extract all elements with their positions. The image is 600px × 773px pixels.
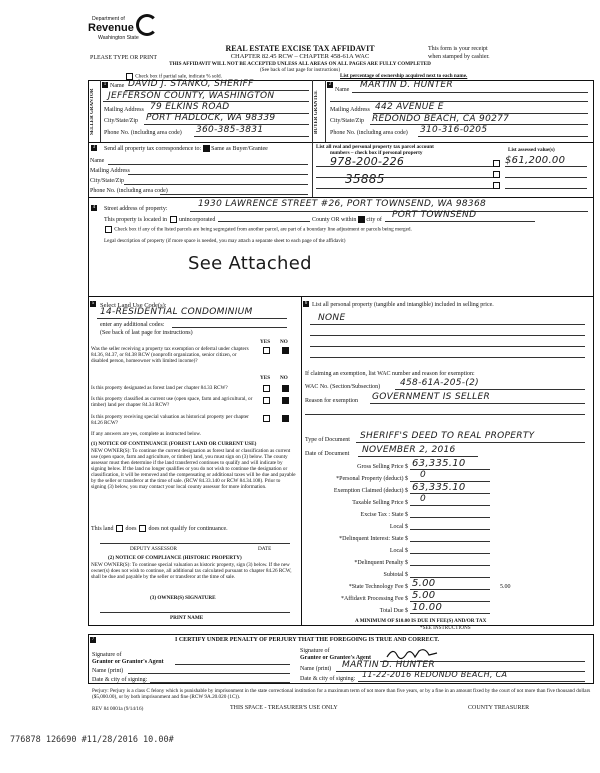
no-header-1: NO: [280, 339, 288, 345]
grantee-date-label: Date & city of signing:: [300, 676, 356, 682]
personal-line-3: [310, 346, 585, 347]
fee-line-6: [410, 529, 490, 530]
affidavit-fee-value[interactable]: 5.00: [412, 590, 436, 601]
seller-name2-value[interactable]: JEFFERSON COUNTY, WASHINGTON: [108, 91, 275, 101]
gross-value[interactable]: 63,335.10: [412, 458, 466, 469]
fee-line-9: [410, 565, 490, 566]
grantor-name-label: Name (print): [92, 668, 124, 674]
grantor-date-label: Date & city of signing:: [92, 677, 148, 683]
assessed-line-1: [505, 166, 587, 167]
grantee-signature[interactable]: [385, 645, 445, 660]
minimum-note-2: *SEE INSTRUCTIONS: [420, 625, 471, 631]
buyer-side-label: BUYER GRANTEE: [314, 90, 319, 134]
buyer-city-value[interactable]: REDONDO BEACH, CA 90277: [372, 114, 510, 124]
wac-intro: If claiming an exemption, list WAC number and reason for exemption:: [305, 371, 475, 377]
section-5-number: 5: [91, 301, 95, 306]
seller-phone-line: [194, 136, 309, 137]
question-3: Is this property classified as current use (open space, farm and agricultural, or timber) land per chapter 84.34 RCW?: [91, 396, 253, 408]
q3-no-checkbox[interactable]: [282, 397, 289, 404]
perjury-note: Perjury: Perjury is a class C felony which is punishable by imprisonment in the state correctional institution for a maximum term of not more than five years, or by a fine in an amount fixed by the court of not more than five thousand dollars ($5,000.00), or by both imprisonment and fine (RCW 9A.20.020 (1C)).: [92, 688, 591, 700]
s3-mailing-label: Mailing Address: [90, 168, 130, 174]
section-2-number: 2: [328, 82, 332, 87]
total-label: Total Due $: [379, 608, 408, 614]
same-as-buyer-checkbox[interactable]: [203, 145, 210, 152]
county-or-within: [312, 216, 382, 224]
buyer-city-label: City/State/Zip: [330, 118, 364, 124]
s3-phone-label: Phone No. (including area code): [90, 188, 168, 194]
q1-yes-checkbox[interactable]: [263, 347, 270, 354]
s3-mailing-line: [128, 174, 308, 175]
tech-fee-value[interactable]: 5.00: [412, 578, 436, 589]
legal-desc-label: Legal description of property (if more space is needed, you may attach a separate sheet to each page of the affidavit): [104, 238, 346, 244]
fee-line-11: [410, 589, 490, 590]
affidavit-fee-label: *Affidavit Processing Fee $: [340, 596, 408, 602]
fee-line-5: [410, 517, 490, 518]
delinq-local-label: Local $: [389, 548, 408, 554]
seller-phone-label: Phone No. (including area code): [104, 130, 182, 136]
located-row: [104, 216, 215, 224]
notice-1-title: (1) NOTICE OF CONTINUANCE (FOREST LAND OR CURRENT USE): [91, 441, 257, 447]
q1-no-checkbox[interactable]: [282, 347, 289, 354]
personal-prop-value[interactable]: NONE: [318, 313, 346, 323]
grantee-name-label: Name (print): [300, 666, 332, 672]
wac-value[interactable]: 458-61A-205-(2): [400, 378, 479, 388]
segregated-row: [104, 226, 412, 233]
assessed-line-3: [505, 188, 587, 189]
parcel-line-2: [316, 177, 500, 178]
personal-ded-label: *Personal Property (deduct) $: [336, 476, 408, 482]
doc-date-line: [358, 456, 478, 457]
personal-prop-label: List all personal property (tangible and intangible) included in selling price.: [312, 302, 494, 308]
assessed-1[interactable]: $61,200.00: [505, 155, 566, 166]
yes-header-2: YES: [260, 375, 271, 381]
does-checkbox[interactable]: [116, 525, 123, 532]
land-use-line: [97, 318, 287, 319]
grantee-sig-label-1: Signature of: [300, 648, 330, 654]
street-line: [190, 211, 588, 212]
exemption-label: Exemption Claimed (deduct) $: [333, 488, 408, 494]
partial-sale-label: Check box if partial sale, indicate % sold.: [135, 73, 222, 80]
if-yes-note: If any answers are yes, complete as instructed below.: [91, 431, 202, 437]
seller-phone-value[interactable]: 360-385-3831: [196, 125, 264, 135]
s3-divider: [312, 142, 313, 197]
parcel-line-3: [316, 188, 500, 189]
grantee-date-line: [358, 681, 585, 682]
personal-line-2: [310, 335, 585, 336]
does-label: does: [125, 525, 137, 532]
personal-prop-checkbox-2[interactable]: [493, 171, 500, 178]
personal-ded-value[interactable]: 0: [420, 470, 427, 480]
total-value[interactable]: 10.00: [412, 602, 443, 613]
see-back-note: (See back of last page for instructions): [259, 67, 341, 73]
fee-line-7: [410, 541, 490, 542]
excise-state-label: Excise Tax : State $: [360, 512, 408, 518]
fee-line-12: [410, 601, 490, 602]
notice-2-body: NEW OWNER(S): To continue special valuation as historic property, sign (3) below. If the new owner(s) does not wish to continue, all additional tax calculated pursuant to chapter 84.26 RCW, shall be due and payable by the seller or transferor at the time of sale.: [91, 562, 292, 580]
reason-label: Reason for exemption: [305, 398, 358, 404]
parcel-line-1: [316, 166, 500, 167]
s3-phone-line: [160, 194, 308, 195]
send-label: Send all property tax correspondence to:: [104, 145, 202, 152]
seller-mailing-value[interactable]: 79 ELKINS ROAD: [150, 102, 230, 112]
deputy-label: DEPUTY ASSESSOR: [130, 546, 177, 552]
logo-state: Washington State: [98, 35, 139, 41]
certify-text: I CERTIFY UNDER PENALTY OF PERJURY THAT THE FOREGOING IS TRUE AND CORRECT.: [175, 637, 440, 643]
buyer-side-divider: [325, 80, 326, 142]
fee-line-13: [410, 613, 490, 614]
grantor-date-line: [150, 682, 290, 683]
rev-number: REV 84 0001a (9/14/16): [92, 706, 144, 712]
land-use-value[interactable]: 14-RESIDENTIAL CONDOMINIUM: [100, 307, 253, 317]
taxable-value[interactable]: 0: [420, 494, 427, 504]
notice-2-title: (2) NOTICE OF COMPLIANCE (HISTORIC PROPERTY): [108, 555, 242, 561]
land-use-label: Select Land Use Code(s):: [100, 302, 167, 309]
buyer-phone-value[interactable]: 310-316-0205: [420, 125, 488, 135]
unincorporated-checkbox[interactable]: [170, 216, 177, 223]
s5-see-back: (See back of last page for instructions): [100, 330, 193, 336]
please-type: PLEASE TYPE OR PRINT: [90, 55, 158, 61]
doc-type-value[interactable]: SHERIFF'S DEED TO REAL PROPERTY: [360, 431, 535, 441]
seller-side-label: SELLER GRANTOR: [90, 88, 95, 136]
qualify-label: qualify for continuance.: [170, 525, 228, 532]
date-label: DATE: [258, 546, 272, 552]
buyer-name-label: Name: [335, 87, 350, 93]
personal-line-1: [310, 324, 585, 325]
city-of-checkbox[interactable]: [358, 216, 365, 223]
local-label: Local $: [389, 524, 408, 530]
print-name-line: [100, 612, 290, 613]
q3-yes-checkbox[interactable]: [263, 397, 270, 404]
s3-city-line: [124, 184, 308, 185]
parcel-header-2: numbers – check box if personal property: [330, 150, 423, 156]
section-4-number: 4: [92, 205, 96, 210]
reason-line-2: [305, 414, 585, 415]
q4-yes-checkbox[interactable]: [263, 415, 270, 422]
section-3-number: 3: [92, 145, 96, 150]
city-line: [385, 221, 535, 222]
grantor-sig-label-2: Grantor or Grantor's Agent: [92, 659, 164, 665]
same-as-buyer-label: Same as Buyer/Grantee: [211, 145, 268, 152]
q4-no-checkbox[interactable]: [282, 415, 289, 422]
grantee-name-value[interactable]: MARTIN D. HUNTER: [342, 660, 435, 670]
buyer-name-line: [352, 92, 588, 93]
logo-swirl-icon: [136, 14, 158, 36]
recording-stamp: 776878 126690 #11/28/2016 10.00#: [10, 735, 174, 745]
not-accepted-note: THIS AFFIDAVIT WILL NOT BE ACCEPTED UNLESS ALL AREAS ON ALL PAGES ARE FULLY COMPLETED: [169, 61, 431, 67]
assessed-header: List assessed value(s): [508, 147, 555, 153]
segregated-checkbox[interactable]: [105, 226, 112, 233]
taxable-label: Taxable Selling Price $: [352, 500, 408, 506]
delinq-state-label: *Delinquent Interest: State $: [339, 536, 408, 542]
s3-city-label: City/State/Zip: [90, 178, 124, 184]
tech-fee-printed: 5.00: [500, 584, 511, 590]
seller-name-label: Name: [110, 83, 125, 89]
parcel-header-1: List all real and personal property tax parcel account: [316, 144, 434, 150]
delinq-penalty-label: *Delinquent Penalty $: [354, 560, 408, 566]
reason-line-1: [370, 403, 585, 404]
fee-line-10: [410, 577, 490, 578]
seller-city-value[interactable]: PORT HADLOCK, WA 98339: [146, 113, 276, 123]
treasurer-space: THIS SPACE - TREASURER'S USE ONLY: [230, 705, 338, 711]
form-title: REAL ESTATE EXCISE TAX AFFIDAVIT: [225, 44, 375, 53]
additional-codes-label: enter any additional codes:: [100, 322, 165, 328]
subtotal-label: Subtotal $: [383, 572, 408, 578]
notice-1-body: NEW OWNER(S): To continue the current designation as forest land or classification as current use (open space, farm and agriculture, or timber) land, you must sign on (3) below. The county assessor must then determine if the land transferred continues to qualify and will indicate by signing below. If the land no longer qualifies or you do not wish to continue the designation or classification, it will be removed and the compensating or additional taxes will be due and payable by the seller or transferor at the time of sale. (RCW 84.33.140 or RCW 84.34.108). Prior to signing (3) below, you may contact your local county assessor for more information.: [91, 448, 296, 490]
section-7-number: 7: [91, 637, 95, 642]
section-6-number: 6: [304, 301, 308, 306]
receipt-note-1: This form is your receipt: [428, 46, 488, 52]
print-name-label: PRINT NAME: [170, 615, 204, 621]
city-value[interactable]: PORT TOWNSEND: [392, 210, 477, 220]
personal-prop-checkbox-3[interactable]: [493, 182, 500, 189]
additional-codes-line: [172, 327, 287, 328]
seller-mailing-label: Mailing Address: [104, 107, 144, 113]
minimum-note-1: A MINIMUM OF $10.00 IS DUE IN FEE(S) AND/OR TAX: [355, 618, 487, 624]
question-4: Is this property receiving special valuation as historical property per chapter 84.26 RCW?: [91, 414, 249, 426]
doc-date-value[interactable]: NOVEMBER 2, 2016: [362, 445, 456, 455]
assessed-line-2: [505, 177, 587, 178]
send-correspondence-row: [104, 145, 268, 153]
fee-line-2: [410, 481, 490, 482]
owner-signature-label: (3) OWNER(S) SIGNATURE: [150, 595, 216, 601]
question-1: Was the seller receiving a property tax exemption or deferral under chapters 84.36, 84.37, or 84.38 RCW (nonprofit organization, senior citizen, or disabled person, homeowner with limited income)?: [91, 346, 249, 364]
grantor-name-line: [128, 673, 290, 674]
logo-dept: Department of: [92, 16, 125, 22]
s3-name-line: [108, 164, 308, 165]
legal-desc-value[interactable]: See Attached: [188, 253, 312, 274]
county-line: [218, 221, 310, 222]
wac-line: [395, 389, 585, 390]
grantor-sig-label-1: Signature of: [92, 652, 122, 658]
fee-line-8: [410, 553, 490, 554]
grantee-sig-label-2: Grantee or Grantee's Agent: [300, 655, 372, 661]
this-land-row: [91, 525, 228, 533]
doc-date-label: Date of Document: [305, 451, 350, 457]
fee-line-1: [410, 469, 490, 470]
percentage-note: List percentage of ownership acquired next to each name.: [340, 73, 468, 79]
q2-yes-checkbox[interactable]: [263, 385, 270, 392]
reason-value[interactable]: GOVERNMENT IS SELLER: [372, 392, 491, 402]
q2-no-checkbox[interactable]: [282, 385, 289, 392]
s3-name-label: Name: [90, 158, 105, 164]
personal-line-4: [310, 357, 585, 358]
seller-name-value[interactable]: DAVID J. STANKO, SHERIFF: [128, 79, 254, 89]
located-label: This property is located in: [104, 216, 167, 223]
buyer-mailing-label: Mailing Address: [330, 107, 370, 113]
segregated-label: Check box if any of the listed parcels are being segregated from another parcel, are part of a boundary line adjustment or parcels being merged.: [114, 226, 412, 233]
buyer-mailing-value[interactable]: 442 AVENUE E: [375, 102, 444, 112]
seller-city-label: City/State/Zip: [104, 118, 138, 124]
this-land-label: This land: [91, 525, 114, 532]
does-not-checkbox[interactable]: [139, 525, 146, 532]
question-2: Is this property designated as forest land per chapter 84.33 RCW?: [91, 385, 228, 391]
grantee-date-value[interactable]: 11-22-2016 REDONDO BEACH, CA: [362, 670, 508, 679]
buyer-phone-label: Phone No. (including area code): [330, 130, 408, 136]
no-header-2: NO: [280, 375, 288, 381]
personal-prop-checkbox-1[interactable]: [493, 160, 500, 167]
doc-type-line: [356, 442, 585, 443]
section-1-number: 1: [103, 82, 107, 87]
does-not-label: does not: [148, 525, 169, 532]
street-label: Street address of property:: [104, 206, 168, 212]
buyer-name2-line: [330, 101, 588, 102]
unincorporated-label: unincorporated: [179, 216, 216, 223]
section-divider: [312, 80, 313, 142]
buyer-phone-line: [418, 136, 588, 137]
fee-line-3: [410, 493, 490, 494]
form-chapter: CHAPTER 82.45 RCW – CHAPTER 458-61A WAC: [230, 53, 370, 60]
gross-label: Gross Selling Price $: [357, 464, 408, 470]
grantor-sig-line: [175, 664, 290, 665]
wac-label: WAC No. (Section/Subsection): [305, 384, 381, 390]
tech-fee-label: *State Technology Fee $: [348, 584, 408, 590]
receipt-note-2: when stamped by cashier.: [428, 54, 490, 60]
fee-line-4: [410, 505, 490, 506]
logo-name: Revenue: [88, 22, 134, 34]
doc-type-label: Type of Document: [305, 437, 350, 443]
county-or-label: County OR within: [312, 216, 357, 223]
parcel-1[interactable]: 978-200-226: [330, 155, 405, 168]
county-treasurer: COUNTY TREASURER: [468, 705, 530, 711]
city-of-label: city of: [366, 216, 382, 223]
buyer-name-value[interactable]: MARTIN D. HUNTER: [360, 80, 453, 90]
exemption-value[interactable]: 63,335.10: [412, 482, 466, 493]
deputy-line: [100, 543, 290, 544]
street-value[interactable]: 1930 LAWRENCE STREET #26, PORT TOWNSEND, WA 98368: [198, 199, 487, 209]
yes-header-1: YES: [260, 339, 271, 345]
seller-side-divider: [100, 80, 101, 142]
parcel-2[interactable]: 35885: [345, 172, 385, 186]
signature-scribble: [385, 645, 445, 660]
